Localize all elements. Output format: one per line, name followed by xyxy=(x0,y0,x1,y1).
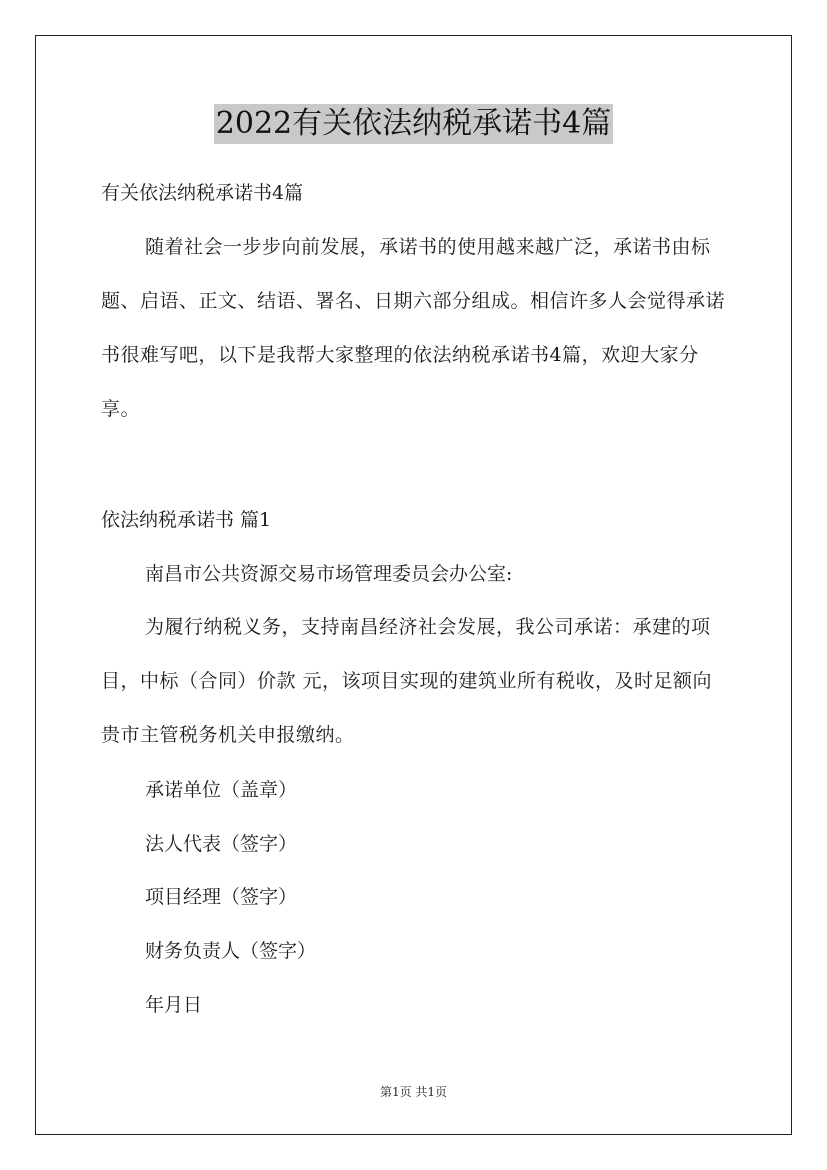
commitment-body: 为履行纳税义务，支持南昌经济社会发展，我公司承诺：承建的项目，中标（合同）价款 元，该项目实现的建筑业所有税收，及时足额向贵市主管税务机关申报缴纳。 xyxy=(101,616,713,746)
signature-finance-head: 财务负责人（签字） xyxy=(145,940,317,962)
section-heading: 依法纳税承诺书 篇1 xyxy=(101,509,272,531)
addressee-line: 南昌市公共资源交易市场管理委员会办公室: xyxy=(145,563,513,585)
page-footer: 第1页 共1页 xyxy=(379,1085,448,1099)
date-line: 年月日 xyxy=(145,994,203,1016)
title-container xyxy=(0,104,827,144)
document-subtitle: 有关依法纳税承诺书4篇 xyxy=(101,182,304,204)
intro-paragraph: 随着社会一步步向前发展，承诺书的使用越来越广泛，承诺书由标题、启语、正文、结语、署名、日期六部分组成。相信许多人会觉得承诺书很难写吧，以下是我帮大家整理的依法纳税承诺书4篇，欢迎大家分享。 xyxy=(101,236,726,420)
signature-unit: 承诺单位（盖章） xyxy=(145,779,298,801)
document-title: 2022有关依法纳税承诺书4篇 xyxy=(214,104,613,144)
signature-project-manager: 项目经理（签字） xyxy=(145,886,298,908)
signature-legal-representative: 法人代表（签字） xyxy=(145,833,298,855)
